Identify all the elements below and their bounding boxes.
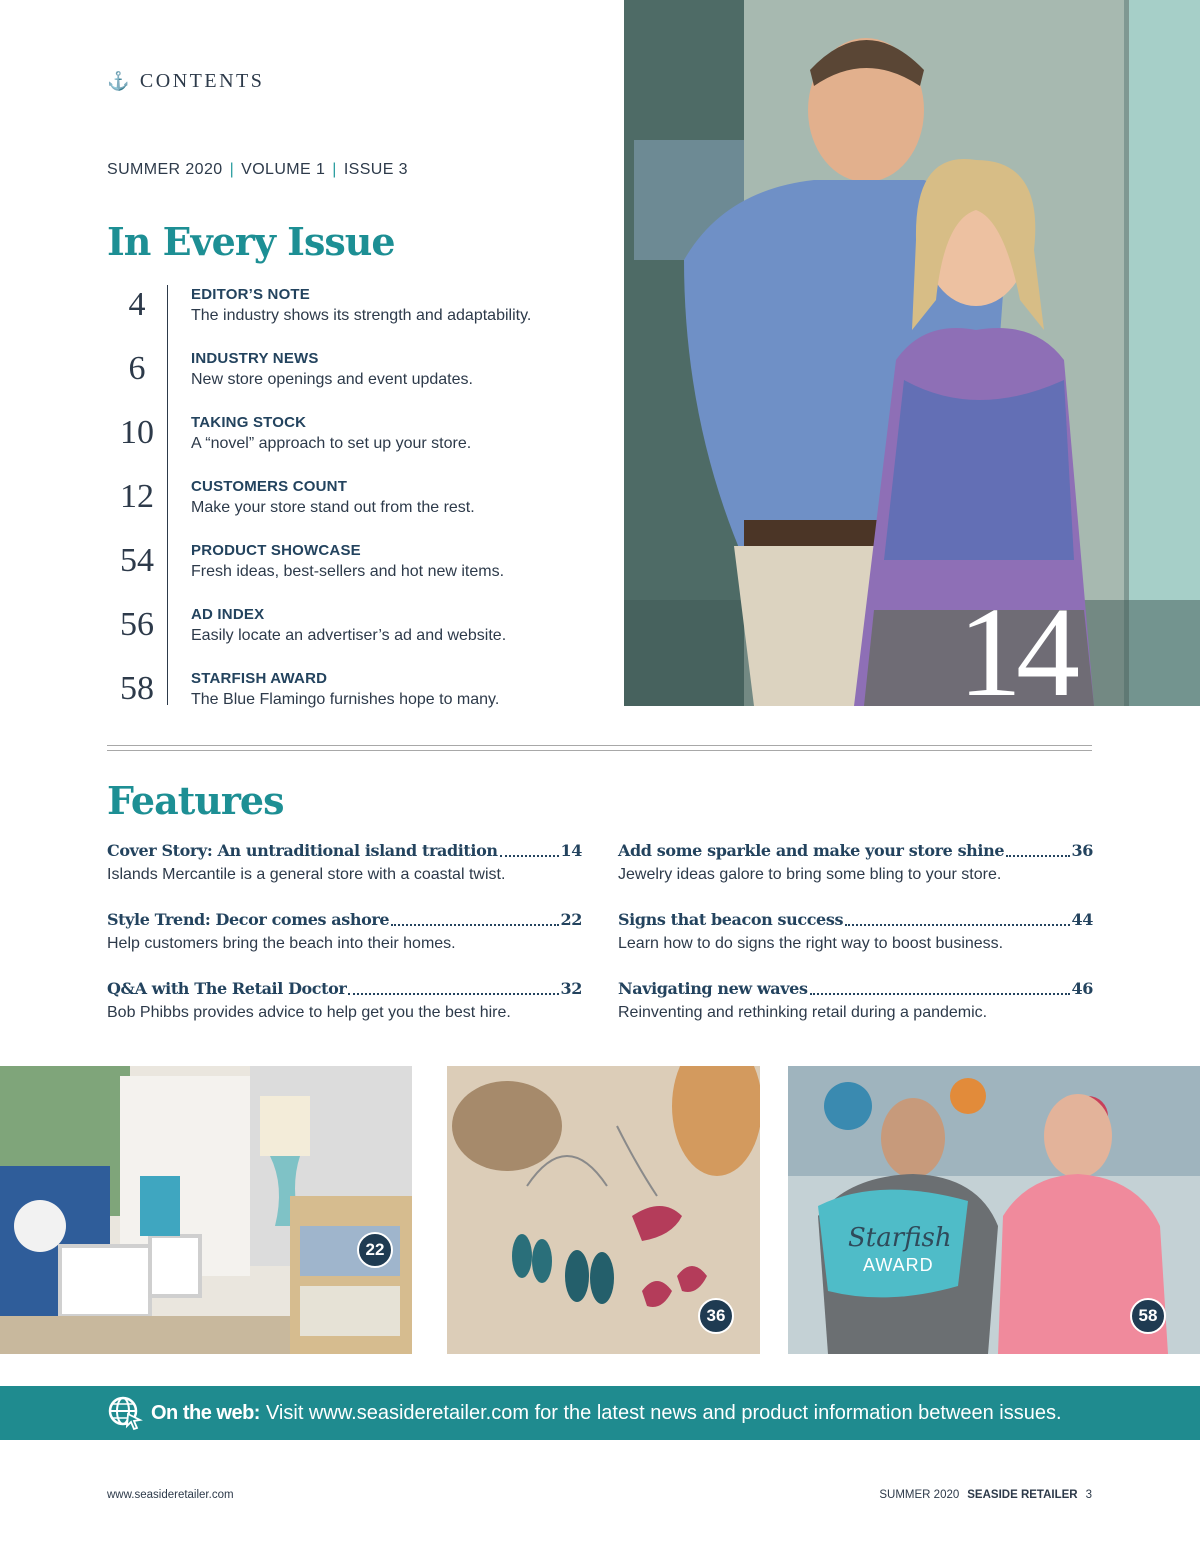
feature-page: 44: [1071, 910, 1093, 929]
toc-description: The Blue Flamingo furnishes hope to many.: [191, 691, 500, 708]
toc-description: New store openings and event updates.: [191, 371, 473, 388]
globe-cursor-icon: [107, 1395, 143, 1431]
feature-item[interactable]: [107, 976, 582, 1024]
feature-page: 46: [1071, 979, 1093, 998]
toc-text: [167, 285, 531, 349]
toc-text: [167, 413, 471, 477]
web-label: On the web:: [151, 1401, 260, 1424]
toc-item[interactable]: [107, 605, 597, 669]
contents-label: CONTENTS: [139, 70, 265, 92]
toc-description: A “novel” approach to set up your store.: [191, 435, 472, 452]
feature-title: Q&A with The Retail Doctor: [107, 979, 347, 998]
jewelry-photo[interactable]: [447, 1066, 760, 1354]
feature-description: Help customers bring the beach into their homes.: [107, 935, 456, 952]
feature-description: Reinventing and rethinking retail during a pandemic.: [618, 1004, 988, 1021]
feature-item[interactable]: [618, 907, 1093, 955]
footer-url[interactable]: www.seasideretailer.com: [107, 1489, 234, 1501]
page-badge: 22: [357, 1232, 393, 1268]
feature-item[interactable]: [618, 838, 1093, 886]
section-divider: [107, 745, 1092, 751]
toc-text: [167, 669, 500, 708]
toc-item[interactable]: [107, 669, 597, 733]
issue-volume: VOLUME 1: [241, 161, 326, 178]
toc-item[interactable]: [107, 285, 597, 349]
features-list: [107, 838, 1092, 1024]
toc-heading: EDITOR’S NOTE: [191, 286, 311, 303]
toc-heading: TAKING STOCK: [191, 414, 307, 431]
award-text-starfish: Starfish: [848, 1223, 952, 1253]
toc-page-number: 12: [120, 478, 154, 515]
toc-description: The industry shows its strength and adaptability.: [191, 307, 532, 324]
dot-leader: [845, 907, 1069, 926]
feature-heading: [618, 838, 1093, 864]
dot-leader: [810, 976, 1070, 995]
dot-leader: [1006, 838, 1069, 857]
in-every-issue-list: [107, 285, 597, 733]
feature-page: 32: [560, 979, 582, 998]
feature-description: Learn how to do signs the right way to boost business.: [618, 935, 1004, 952]
toc-heading: CUSTOMERS COUNT: [191, 478, 348, 495]
page-badge: 36: [698, 1298, 734, 1334]
issue-separator: |: [332, 161, 337, 178]
feature-item[interactable]: [107, 838, 582, 886]
toc-heading: INDUSTRY NEWS: [191, 350, 319, 367]
footer-page-number: 3: [1085, 1489, 1092, 1501]
cover-couple-illustration: [624, 0, 1200, 706]
page-badge: 58: [1130, 1298, 1166, 1334]
web-text[interactable]: Visit www.seasideretailer.com for the latest news and product information between issues.: [265, 1401, 1062, 1424]
starfish-award-photo[interactable]: [788, 1066, 1200, 1354]
feature-page: 14: [560, 841, 582, 860]
footer-folio: [879, 1489, 1092, 1501]
cover-story-page-number: 14: [958, 581, 1074, 723]
toc-description: Make your store stand out from the rest.: [191, 499, 475, 516]
toc-text: [167, 541, 504, 605]
feature-title: Style Trend: Decor comes ashore: [107, 910, 390, 929]
feature-item[interactable]: [107, 907, 582, 955]
cover-story-photo[interactable]: [624, 0, 1200, 706]
footer-brand: SEASIDE RETAILER: [967, 1489, 1078, 1501]
feature-heading: [107, 976, 582, 1002]
feature-heading: [618, 976, 1093, 1002]
issue-number: ISSUE 3: [343, 161, 408, 178]
toc-description: Fresh ideas, best-sellers and hot new items.: [191, 563, 505, 580]
feature-heading: [107, 838, 582, 864]
dot-leader: [348, 976, 558, 995]
toc-item[interactable]: [107, 541, 597, 605]
toc-text: [167, 349, 473, 413]
toc-description: Easily locate an advertiser’s ad and website.: [191, 627, 507, 644]
dot-leader: [500, 838, 559, 857]
on-the-web-banner: [0, 1386, 1200, 1440]
feature-description: Bob Phibbs provides advice to help get you the best hire.: [107, 1004, 511, 1021]
toc-page-number: 58: [120, 670, 154, 707]
feature-item[interactable]: [618, 976, 1093, 1024]
feature-page: 22: [560, 910, 582, 929]
toc-page-number: 6: [128, 350, 146, 387]
toc-heading: AD INDEX: [191, 606, 265, 623]
feature-title: Add some sparkle and make your store shine: [618, 841, 1005, 860]
anchor-icon: ⚓: [107, 71, 132, 91]
award-text-award: AWARD: [863, 1255, 934, 1275]
feature-description: Jewelry ideas galore to bring some bling to your store.: [618, 866, 1002, 883]
toc-text: [167, 477, 475, 541]
decor-photo[interactable]: [0, 1066, 412, 1354]
toc-page-number: 4: [128, 286, 146, 323]
contents-heading: [107, 70, 264, 93]
in-every-issue-title: In Every Issue: [107, 219, 395, 264]
feature-title: Signs that beacon success: [618, 910, 844, 929]
feature-heading: [618, 907, 1093, 933]
toc-page-number: 54: [120, 542, 154, 579]
issue-season: SUMMER 2020: [107, 161, 223, 178]
footer-season: SUMMER 2020: [879, 1489, 960, 1501]
toc-page-number: 10: [120, 414, 154, 451]
feature-page: 36: [1071, 841, 1093, 860]
toc-heading: PRODUCT SHOWCASE: [191, 542, 361, 559]
dot-leader: [391, 907, 558, 926]
decor-illustration: [0, 1066, 412, 1354]
toc-text: [167, 605, 506, 669]
feature-title: Cover Story: An untraditional island tradition: [107, 841, 498, 860]
issue-separator: |: [229, 161, 235, 178]
toc-item[interactable]: [107, 477, 597, 541]
features-title: Features: [107, 778, 284, 823]
toc-item[interactable]: [107, 349, 597, 413]
toc-heading: STARFISH AWARD: [191, 670, 328, 687]
toc-item[interactable]: [107, 413, 597, 477]
feature-heading: [107, 907, 582, 933]
issue-info: [107, 161, 408, 179]
toc-page-number: 56: [120, 606, 154, 643]
feature-title: Navigating new waves: [618, 979, 808, 998]
feature-description: Islands Mercantile is a general store with a coastal twist.: [107, 866, 506, 883]
